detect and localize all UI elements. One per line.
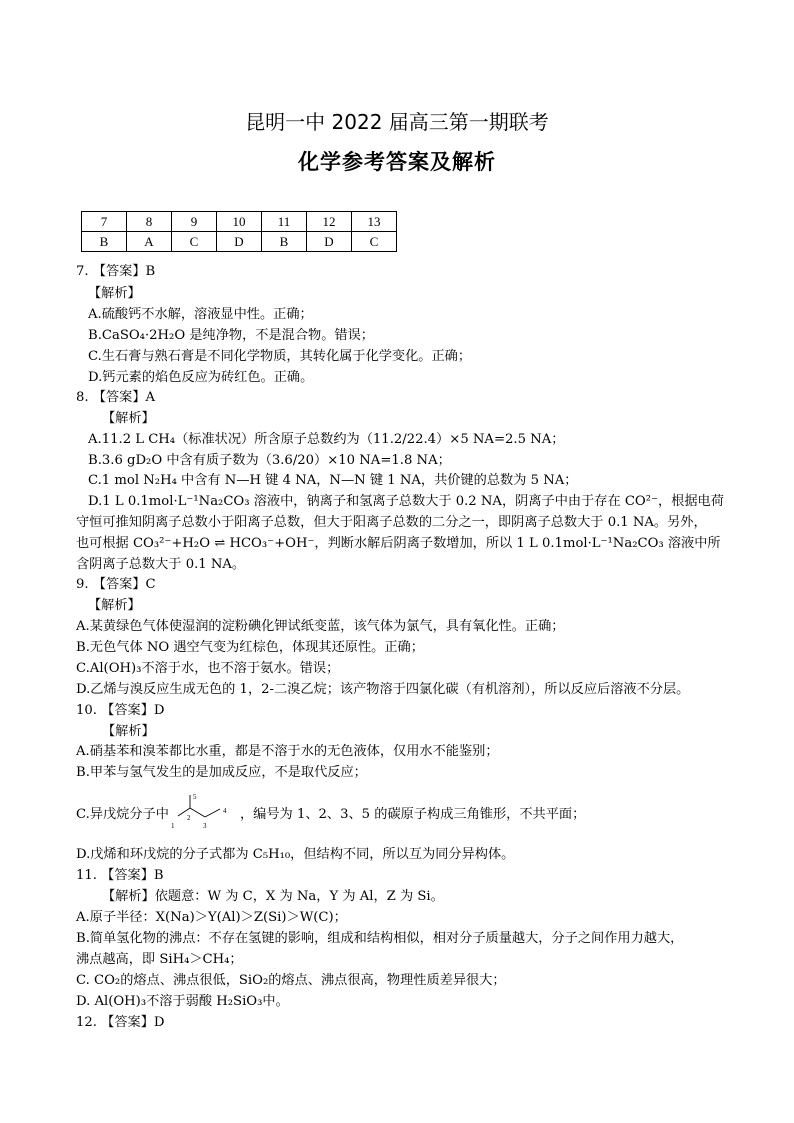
table-cell: D <box>217 232 262 252</box>
table-cell: 10 <box>217 212 262 232</box>
table-cell: 8 <box>127 212 172 232</box>
q11-option-a: A.原子半径：X(Na)＞Y(Al)＞Z(Si)＞W(C)； <box>76 910 347 925</box>
q9-option-d: D.乙烯与溴反应生成无色的 1，2-二溴乙烷；该产物溶于四氯化碳（有机溶剂），所以反应后溶液不分层。 <box>76 682 690 697</box>
atom-number-5: 5 <box>193 793 197 801</box>
answer-table-row-answers <box>82 232 397 252</box>
q7-option-c: C.生石膏与熟石膏是不同化学物质，其转化属于化学变化。正确； <box>88 349 472 364</box>
bond-line <box>205 809 220 817</box>
table-cell: 13 <box>352 212 397 232</box>
table-cell: 12 <box>307 212 352 232</box>
q11-answer: 11. 【答案】B <box>76 868 164 883</box>
q9-answer: 9. 【答案】C <box>76 577 156 592</box>
table-cell: 9 <box>172 212 217 232</box>
q11-option-b-line2: 沸点越高，即 SiH₄＞CH₄； <box>76 952 243 967</box>
atom-number-3: 3 <box>203 822 207 830</box>
q8-option-c: C.1 mol N₂H₄ 中含有 N—H 键 4 NA，N—N 键 1 NA，共价键的总数为 5 NA； <box>88 473 578 488</box>
q9-analysis-heading: 【解析】 <box>88 598 141 613</box>
q10-option-d: D.戊烯和环戊烷的分子式都为 C₅H₁₀，但结构不同，所以互为同分异构体。 <box>76 847 515 862</box>
q9-option-b: B.无色气体 NO 遇空气变为红棕色，体现其还原性。正确； <box>76 640 424 655</box>
table-cell: 11 <box>262 212 307 232</box>
bond-line <box>190 808 205 817</box>
q7-option-b: B.CaSO₄·2H₂O 是纯净物，不是混合物。错误； <box>88 328 374 343</box>
answer-table <box>81 211 397 252</box>
q11-option-b-line1: B.简单氢化物的沸点：不存在氢键的影响，组成和结构相似，相对分子质量越大，分子之间作用力越大， <box>76 931 684 946</box>
q7-option-a: A.硫酸钙不水解，溶液显中性。正确； <box>88 307 313 322</box>
q8-option-b: B.3.6 gD₂O 中含有质子数为（3.6/20）×10 NA=1.8 NA； <box>88 453 451 468</box>
q9-option-a: A.某黄绿色气体使湿润的淀粉碘化钾试纸变蓝，该气体为氯气，具有氧化性。正确； <box>76 619 565 634</box>
q12-answer: 12. 【答案】D <box>76 1015 165 1030</box>
table-cell: 7 <box>82 212 127 232</box>
atom-number-2: 2 <box>187 814 191 822</box>
q7-analysis-heading: 【解析】 <box>88 286 141 301</box>
isopentane-structure-diagram <box>168 790 250 832</box>
q10-option-a: A.硝基苯和溴苯都比水重，都是不溶于水的无色液体，仅用水不能鉴别； <box>76 744 499 759</box>
q8-analysis-heading: 【解析】 <box>102 411 155 426</box>
q11-option-d: D. Al(OH)₃不溶于弱酸 H₂SiO₃中。 <box>76 994 289 1009</box>
atom-number-1: 1 <box>171 822 175 830</box>
table-cell: C <box>352 232 397 252</box>
answer-table-row-numbers <box>82 212 397 232</box>
q8-option-d-line3: 也可根据 CO₃²⁻+H₂O ⇌ HCO₃⁻+OH⁻，判断水解后阴离子数增加，所以 1 L 0.1mol·L⁻¹Na₂CO₃ 溶液中所 <box>76 536 721 551</box>
q7-option-d: D.钙元素的焰色反应为砖红色。正确。 <box>88 370 314 385</box>
q8-option-d-line1: D.1 L 0.1mol·L⁻¹Na₂CO₃ 溶液中，钠离子和氢离子总数大于 0.2 NA，阴离子中由于存在 CO²⁻，根据电荷 <box>88 494 724 509</box>
q8-option-d-line2: 守恒可推知阴离子总数小于阳离子总数，但大于阳离子总数的二分之一，即阴离子总数大于 0.1 NA。另外， <box>76 515 707 530</box>
q10-answer: 10. 【答案】D <box>76 703 165 718</box>
page-subtitle: 化学参考答案及解析 <box>298 150 496 174</box>
q7-answer: 7. 【答案】B <box>76 264 156 279</box>
q11-option-c: C. CO₂的熔点、沸点很低，SiO₂的熔点、沸点很高，物理性质差异很大； <box>76 973 506 988</box>
atom-number-4: 4 <box>223 807 227 815</box>
table-cell: B <box>82 232 127 252</box>
q8-answer: 8. 【答案】A <box>76 390 156 405</box>
table-cell: D <box>307 232 352 252</box>
q9-option-c: C.Al(OH)₃不溶于水，也不溶于氨水。错误； <box>76 661 340 676</box>
table-cell: C <box>172 232 217 252</box>
q8-option-d-line4: 含阴离子总数大于 0.1 NA。 <box>76 557 246 572</box>
q10-analysis-heading: 【解析】 <box>102 724 155 739</box>
q10-option-c-prefix: C.异戊烷分子中 <box>76 807 169 822</box>
q11-analysis: 【解析】依题意：W 为 C，X 为 Na，Y 为 Al，Z 为 Si。 <box>102 889 444 904</box>
q8-option-a: A.11.2 L CH₄（标准状况）所含原子总数约为（11.2/22.4）×5 NA=2.5 NA； <box>88 432 565 447</box>
table-cell: B <box>262 232 307 252</box>
q10-option-c-suffix: ，编号为 1、2、3、5 的碳原子构成三角锥形，不共平面； <box>240 807 586 822</box>
page-title: 昆明一中 2022 届高三第一期联考 <box>245 110 549 134</box>
table-cell: A <box>127 232 172 252</box>
q10-option-b: B.甲苯与氢气发生的是加成反应，不是取代反应； <box>76 765 367 780</box>
